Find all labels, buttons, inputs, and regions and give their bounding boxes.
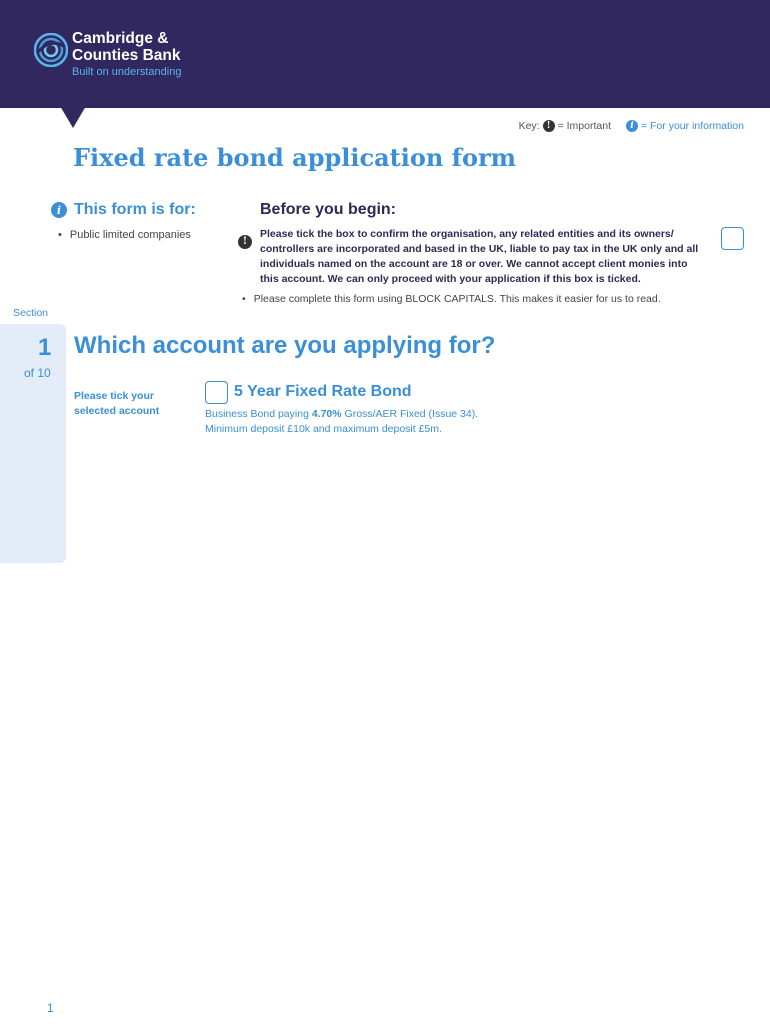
key-important-text: = Important	[557, 120, 611, 132]
key-label: Key:	[518, 120, 540, 132]
account-limits: Minimum deposit £10k and maximum deposit £5m.	[205, 423, 442, 435]
header-notch	[60, 106, 86, 128]
swirl-logo-icon	[34, 33, 68, 67]
page-number: 1	[47, 1001, 54, 1015]
before-begin-heading: Before you begin:	[260, 201, 397, 218]
important-marker	[238, 229, 252, 249]
form-for-heading: This form is for:	[74, 201, 196, 218]
info-icon: i	[51, 202, 67, 218]
form-for-heading-row	[51, 201, 196, 219]
section-label: Section	[13, 307, 49, 319]
section-question: Which account are you applying for?	[74, 332, 496, 359]
exclamation-icon: !	[238, 235, 252, 249]
info-icon: i	[626, 120, 638, 132]
icon-key	[519, 120, 744, 132]
key-info-text: = For your information	[640, 120, 744, 132]
account-rate: 4.70%	[311, 408, 342, 420]
page-header	[0, 0, 770, 108]
section-number: 1	[38, 334, 52, 361]
confirm-statement: Please tick the box to confirm the organisation, any related entities and its owners/ controllers are incorporated and based in the UK, liable to pay tax in the UK only and all individuals named on the account are 18 or over. We cannot accept client monies into this account. We can only proceed with your application if this box is ticked.	[260, 228, 699, 285]
brand-name-line1: Cambridge &	[72, 30, 169, 47]
tick-instruction: Please tick your selected account	[74, 390, 160, 417]
brand-name-line2: Counties Bank	[72, 47, 181, 64]
bank-logo	[34, 30, 181, 78]
confirm-checkbox[interactable]	[721, 227, 744, 250]
account-name: 5 Year Fixed Rate Bond	[234, 383, 412, 400]
page-title: Fixed rate bond application form	[73, 143, 517, 172]
form-for-item: • Public limited companies	[58, 229, 191, 241]
account-description	[205, 407, 525, 437]
exclamation-icon: !	[543, 120, 555, 132]
section-side-panel	[0, 324, 66, 563]
section-total: of 10	[24, 366, 51, 380]
account-checkbox[interactable]	[205, 381, 228, 404]
block-capitals-note: • Please complete this form using BLOCK CAPITALS. This makes it easier for us to read.	[242, 293, 661, 305]
account-desc-prefix: Business Bond paying	[205, 408, 312, 420]
account-desc-suffix: Gross/AER Fixed (Issue 34).	[341, 408, 479, 420]
brand-tagline: Built on understanding	[72, 66, 182, 78]
